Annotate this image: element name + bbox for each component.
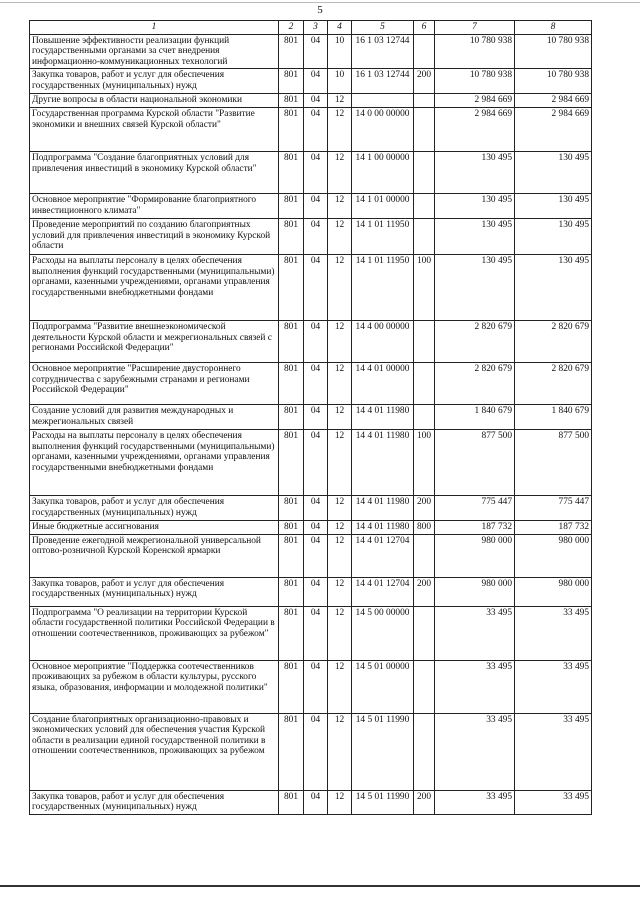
row-sum1-cell: 33 495 <box>435 790 515 814</box>
row-sum2-cell: 980 000 <box>515 534 592 577</box>
row-type-cell <box>414 713 435 790</box>
row-target-cell: 14 4 01 11980 <box>352 520 414 534</box>
header-cell: 6 <box>414 21 435 35</box>
row-name-cell: Иные бюджетные ассигнования <box>30 520 279 534</box>
row-subsection-cell: 12 <box>328 218 352 254</box>
row-target-cell: 16 1 03 12744 <box>352 34 414 69</box>
row-subsection-cell: 12 <box>328 94 352 108</box>
row-target-cell: 14 4 01 12704 <box>352 534 414 577</box>
row-code-cell: 801 <box>279 495 304 520</box>
budget-table <box>29 20 592 815</box>
table-row <box>30 193 592 218</box>
table-row <box>30 254 592 320</box>
scan-edge-line <box>0 2 640 3</box>
row-sum1-cell: 10 780 938 <box>435 34 515 69</box>
row-type-cell <box>414 320 435 362</box>
row-name-cell: Подпрограмма "Развитие внешнеэкономической деятельности Курской области и межрегиональных связей с регионами Российской Федерации" <box>30 320 279 362</box>
row-subsection-cell: 10 <box>328 34 352 69</box>
row-sum2-cell: 33 495 <box>515 713 592 790</box>
row-sum1-cell: 980 000 <box>435 577 515 606</box>
row-target-cell: 14 5 01 11990 <box>352 790 414 814</box>
row-subsection-cell: 12 <box>328 107 352 151</box>
row-sum1-cell: 187 732 <box>435 520 515 534</box>
row-subsection-cell: 12 <box>328 193 352 218</box>
row-section-cell: 04 <box>304 254 328 320</box>
row-code-cell: 801 <box>279 404 304 429</box>
row-type-cell <box>414 94 435 108</box>
row-sum1-cell: 2 984 669 <box>435 107 515 151</box>
row-subsection-cell: 12 <box>328 362 352 404</box>
row-sum1-cell: 1 840 679 <box>435 404 515 429</box>
row-sum2-cell: 2 984 669 <box>515 94 592 108</box>
table-row <box>30 151 592 193</box>
row-name-cell: Проведение мероприятий по созданию благоприятных условий для привлечения инвестиций в экономику Курской области <box>30 218 279 254</box>
header-cell: 7 <box>435 21 515 35</box>
row-section-cell: 04 <box>304 193 328 218</box>
row-target-cell: 14 1 00 00000 <box>352 151 414 193</box>
row-section-cell: 04 <box>304 404 328 429</box>
row-name-cell: Закупка товаров, работ и услуг для обеспечения государственных (муниципальных) нужд <box>30 790 279 814</box>
row-sum1-cell: 2 820 679 <box>435 320 515 362</box>
row-target-cell: 14 0 00 00000 <box>352 107 414 151</box>
row-code-cell: 801 <box>279 534 304 577</box>
row-type-cell <box>414 404 435 429</box>
row-target-cell: 14 1 01 11950 <box>352 218 414 254</box>
row-type-cell <box>414 534 435 577</box>
row-code-cell: 801 <box>279 193 304 218</box>
row-code-cell: 801 <box>279 34 304 69</box>
row-code-cell: 801 <box>279 790 304 814</box>
row-section-cell: 04 <box>304 534 328 577</box>
row-subsection-cell: 12 <box>328 713 352 790</box>
row-section-cell: 04 <box>304 320 328 362</box>
row-sum2-cell: 130 495 <box>515 218 592 254</box>
table-row <box>30 362 592 404</box>
row-code-cell: 801 <box>279 218 304 254</box>
row-type-cell: 200 <box>414 69 435 94</box>
row-sum2-cell: 1 840 679 <box>515 404 592 429</box>
page-number: 5 <box>317 4 323 16</box>
table-row <box>30 429 592 495</box>
row-type-cell <box>414 362 435 404</box>
row-name-cell: Подпрограмма "О реализации на территории Курской области государственной политики Российской Федерации в отношении соотечественников, проживающих за рубежом" <box>30 606 279 660</box>
row-name-cell: Проведение ежегодной межрегиональной универсальной оптово-розничной Курской Коренской ярмарки <box>30 534 279 577</box>
row-sum1-cell: 130 495 <box>435 254 515 320</box>
row-type-cell <box>414 107 435 151</box>
row-sum1-cell: 130 495 <box>435 151 515 193</box>
row-code-cell: 801 <box>279 320 304 362</box>
table-row <box>30 218 592 254</box>
row-type-cell: 100 <box>414 429 435 495</box>
row-code-cell: 801 <box>279 69 304 94</box>
row-target-cell: 14 4 01 11980 <box>352 429 414 495</box>
row-code-cell: 801 <box>279 429 304 495</box>
header-cell: 8 <box>515 21 592 35</box>
row-subsection-cell: 12 <box>328 577 352 606</box>
table-row <box>30 404 592 429</box>
row-code-cell: 801 <box>279 606 304 660</box>
row-sum2-cell: 130 495 <box>515 193 592 218</box>
row-subsection-cell: 12 <box>328 151 352 193</box>
row-sum1-cell: 980 000 <box>435 534 515 577</box>
row-target-cell <box>352 94 414 108</box>
table-row <box>30 534 592 577</box>
row-code-cell: 801 <box>279 660 304 713</box>
row-subsection-cell: 12 <box>328 534 352 577</box>
row-type-cell: 100 <box>414 254 435 320</box>
row-subsection-cell: 12 <box>328 495 352 520</box>
row-subsection-cell: 12 <box>328 790 352 814</box>
row-target-cell: 14 4 01 11980 <box>352 495 414 520</box>
row-sum2-cell: 187 732 <box>515 520 592 534</box>
row-sum1-cell: 10 780 938 <box>435 69 515 94</box>
header-row <box>30 21 592 35</box>
row-sum2-cell: 2 820 679 <box>515 320 592 362</box>
row-type-cell <box>414 193 435 218</box>
table-row <box>30 94 592 108</box>
row-subsection-cell: 10 <box>328 69 352 94</box>
row-section-cell: 04 <box>304 218 328 254</box>
row-subsection-cell: 12 <box>328 254 352 320</box>
row-code-cell: 801 <box>279 520 304 534</box>
row-section-cell: 04 <box>304 107 328 151</box>
row-code-cell: 801 <box>279 713 304 790</box>
row-target-cell: 14 4 01 11980 <box>352 404 414 429</box>
row-name-cell: Основное мероприятие "Расширение двустороннего сотрудничества с зарубежными странами и регионами Российской Федерации" <box>30 362 279 404</box>
row-sum2-cell: 2 820 679 <box>515 362 592 404</box>
row-sum2-cell: 10 780 938 <box>515 34 592 69</box>
row-sum2-cell: 775 447 <box>515 495 592 520</box>
row-subsection-cell: 12 <box>328 520 352 534</box>
header-cell: 1 <box>30 21 279 35</box>
row-target-cell: 14 5 00 00000 <box>352 606 414 660</box>
row-section-cell: 04 <box>304 577 328 606</box>
table-row <box>30 790 592 814</box>
row-name-cell: Закупка товаров, работ и услуг для обеспечения государственных (муниципальных) нужд <box>30 69 279 94</box>
row-target-cell: 14 4 00 00000 <box>352 320 414 362</box>
row-type-cell: 200 <box>414 577 435 606</box>
row-section-cell: 04 <box>304 660 328 713</box>
header-cell: 5 <box>352 21 414 35</box>
row-name-cell: Подпрограмма "Создание благоприятных условий для привлечения инвестиций в экономику Курской области" <box>30 151 279 193</box>
row-sum2-cell: 10 780 938 <box>515 69 592 94</box>
row-section-cell: 04 <box>304 606 328 660</box>
row-sum2-cell: 980 000 <box>515 577 592 606</box>
table-row <box>30 577 592 606</box>
row-name-cell: Основное мероприятие "Поддержка соотечественников проживающих за рубежом в области культуры, русского языка, образования, информации и молодежной политики" <box>30 660 279 713</box>
row-target-cell: 16 1 03 12744 <box>352 69 414 94</box>
row-sum2-cell: 877 500 <box>515 429 592 495</box>
header-cell: 3 <box>304 21 328 35</box>
row-subsection-cell: 12 <box>328 404 352 429</box>
row-name-cell: Создание условий для развития международных и межрегиональных связей <box>30 404 279 429</box>
row-code-cell: 801 <box>279 94 304 108</box>
row-type-cell <box>414 660 435 713</box>
row-type-cell <box>414 218 435 254</box>
header-cell: 2 <box>279 21 304 35</box>
row-subsection-cell: 12 <box>328 660 352 713</box>
row-sum2-cell: 130 495 <box>515 151 592 193</box>
table-row <box>30 495 592 520</box>
row-name-cell: Основное мероприятие "Формирование благоприятного инвестиционного климата" <box>30 193 279 218</box>
row-sum2-cell: 2 984 669 <box>515 107 592 151</box>
row-sum2-cell: 33 495 <box>515 606 592 660</box>
row-target-cell: 14 5 01 11990 <box>352 713 414 790</box>
row-name-cell: Создание благоприятных организационно-правовых и экономических условий для обеспечения участия Курской области в реализации единой государственной политики в отношении соотечественников, проживающих за рубежом <box>30 713 279 790</box>
row-name-cell: Повышение эффективности реализации функций государственными органами за счет внедрения информационно-коммуникационных технологий <box>30 34 279 69</box>
row-sum2-cell: 33 495 <box>515 790 592 814</box>
scan-bottom-edge <box>0 885 640 887</box>
row-sum1-cell: 33 495 <box>435 606 515 660</box>
row-section-cell: 04 <box>304 34 328 69</box>
row-type-cell: 200 <box>414 495 435 520</box>
row-section-cell: 04 <box>304 495 328 520</box>
row-sum1-cell: 2 820 679 <box>435 362 515 404</box>
row-type-cell <box>414 151 435 193</box>
table-row <box>30 320 592 362</box>
table-row <box>30 606 592 660</box>
row-target-cell: 14 1 01 00000 <box>352 193 414 218</box>
row-section-cell: 04 <box>304 151 328 193</box>
row-section-cell: 04 <box>304 713 328 790</box>
row-name-cell: Закупка товаров, работ и услуг для обеспечения государственных (муниципальных) нужд <box>30 577 279 606</box>
row-sum1-cell: 130 495 <box>435 218 515 254</box>
table-row <box>30 107 592 151</box>
table-row <box>30 34 592 69</box>
table-row <box>30 713 592 790</box>
row-section-cell: 04 <box>304 362 328 404</box>
row-name-cell: Закупка товаров, работ и услуг для обеспечения государственных (муниципальных) нужд <box>30 495 279 520</box>
row-name-cell: Другие вопросы в области национальной экономики <box>30 94 279 108</box>
table-row <box>30 69 592 94</box>
row-sum2-cell: 33 495 <box>515 660 592 713</box>
row-sum1-cell: 775 447 <box>435 495 515 520</box>
row-name-cell: Расходы на выплаты персоналу в целях обеспечения выполнения функций государственными (муниципальными) органами, казенными учреждениями, органами управления государственными внебюджетными фондами <box>30 254 279 320</box>
row-code-cell: 801 <box>279 151 304 193</box>
row-sum2-cell: 130 495 <box>515 254 592 320</box>
row-subsection-cell: 12 <box>328 606 352 660</box>
row-sum1-cell: 877 500 <box>435 429 515 495</box>
row-type-cell <box>414 606 435 660</box>
header-cell: 4 <box>328 21 352 35</box>
row-type-cell <box>414 34 435 69</box>
row-section-cell: 04 <box>304 520 328 534</box>
row-section-cell: 04 <box>304 69 328 94</box>
row-code-cell: 801 <box>279 362 304 404</box>
row-subsection-cell: 12 <box>328 429 352 495</box>
row-name-cell: Государственная программа Курской области "Развитие экономики и внешних связей Курской области" <box>30 107 279 151</box>
row-code-cell: 801 <box>279 107 304 151</box>
row-subsection-cell: 12 <box>328 320 352 362</box>
row-type-cell: 200 <box>414 790 435 814</box>
row-name-cell: Расходы на выплаты персоналу в целях обеспечения выполнения функций государственными (муниципальными) органами, казенными учреждениями, органами управления государственными внебюджетными фондами <box>30 429 279 495</box>
row-section-cell: 04 <box>304 94 328 108</box>
row-target-cell: 14 5 01 00000 <box>352 660 414 713</box>
row-sum1-cell: 33 495 <box>435 713 515 790</box>
row-sum1-cell: 2 984 669 <box>435 94 515 108</box>
row-code-cell: 801 <box>279 577 304 606</box>
row-sum1-cell: 130 495 <box>435 193 515 218</box>
row-type-cell: 800 <box>414 520 435 534</box>
row-target-cell: 14 1 01 11950 <box>352 254 414 320</box>
row-target-cell: 14 4 01 12704 <box>352 577 414 606</box>
row-section-cell: 04 <box>304 429 328 495</box>
table-row <box>30 660 592 713</box>
row-section-cell: 04 <box>304 790 328 814</box>
row-target-cell: 14 4 01 00000 <box>352 362 414 404</box>
row-code-cell: 801 <box>279 254 304 320</box>
row-sum1-cell: 33 495 <box>435 660 515 713</box>
table-row <box>30 520 592 534</box>
